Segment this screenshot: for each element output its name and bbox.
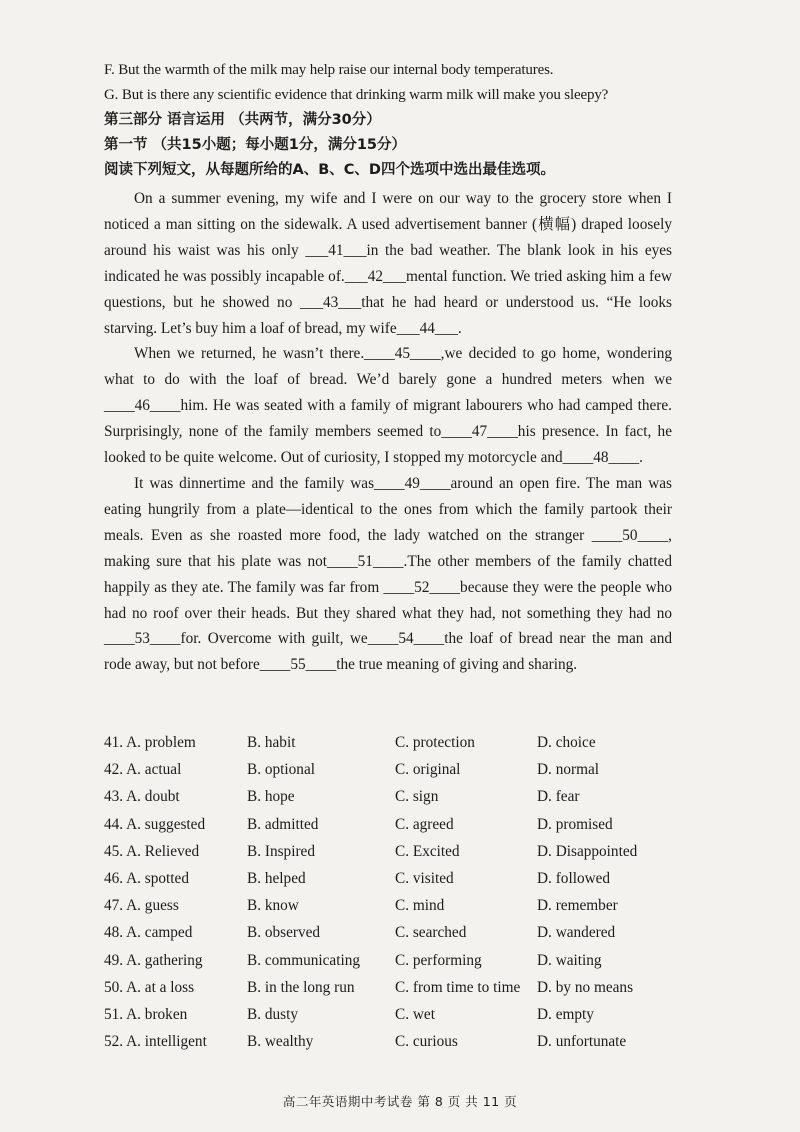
choice-a: 41. A. problem <box>104 734 196 751</box>
question-row <box>104 1033 684 1060</box>
question-row <box>104 788 684 815</box>
question-row <box>104 761 684 788</box>
choice-d: D. remember <box>537 897 618 915</box>
passage-paragraph-1: On a summer evening, my wife and I were on our way to the grocery store when I noticed a man sitting on the sidewalk. A used advertisement banner (横幅) draped loosely around his waist was his only ___41___in the bad weather. The blank look in his eyes indicated he was possibly incapable of.___42___mental function. We tried asking him a few questions, but he showed no ___43___that he had heard or understood us. “He looks starving. Let’s buy him a loaf of bread, my wife___44___. <box>104 190 672 337</box>
choice-b: B. hope <box>247 788 295 806</box>
option-f: F. But the warmth of the milk may help raise our internal body temperatures. <box>104 62 554 78</box>
choice-b: B. habit <box>247 734 296 751</box>
choice-a: 46. A. spotted <box>104 869 189 887</box>
choice-c: C. curious <box>395 1033 458 1051</box>
question-row <box>104 734 684 761</box>
choice-b: B. Inspired <box>247 842 315 860</box>
instruction: 阅读下列短文，从每题所给的A、B、C、D四个选项中选出最佳选项。 <box>104 162 555 178</box>
choice-a: 50. A. at a loss <box>104 978 195 996</box>
choice-b: B. in the long run <box>247 978 355 996</box>
choice-d: D. choice <box>537 734 596 751</box>
choice-c: C. performing <box>395 951 482 969</box>
choice-c: C. protection <box>395 734 475 751</box>
question-row <box>104 843 684 870</box>
choice-d: D. fear <box>537 788 580 806</box>
choice-a: 42. A. actual <box>104 761 182 779</box>
question-row <box>104 979 684 1006</box>
choice-a: 43. A. doubt <box>104 788 180 806</box>
question-row <box>104 1006 684 1033</box>
choice-d: D. unfortunate <box>537 1033 627 1051</box>
part-heading: 第三部分 语言运用 （共两节，满分30分） <box>104 112 381 128</box>
choice-b: B. dusty <box>247 1005 298 1023</box>
choice-d: D. followed <box>537 869 611 887</box>
choice-c: C. mind <box>395 897 445 915</box>
cloze-passage <box>104 186 672 678</box>
choice-c: C. Excited <box>395 842 460 860</box>
choice-b: B. wealthy <box>247 1033 314 1051</box>
choice-c: C. visited <box>395 869 454 887</box>
choice-d: D. normal <box>537 761 600 779</box>
choice-b: B. know <box>247 897 299 915</box>
question-row <box>104 897 684 924</box>
question-row <box>104 870 684 897</box>
passage-paragraph-3: It was dinnertime and the family was____49____around an open fire. The man was eating hungrily from a plate—identical to the ones from which the family partook their meals. Even as she roasted more food, the lady watched on the stranger ____50____, making sure that his plate was not____51____.The other members of the family chatted happily as they ate. The family was far from ____52____because they were the people who had no roof over their heads. But they shared what they had, not something they had no ____53____for. Overcome with guilt, we____54____the loaf of bread near the man and rode away, but not before____55____the true meaning of giving and sharing. <box>104 474 672 674</box>
choice-a: 45. A. Relieved <box>104 842 200 860</box>
question-row <box>104 816 684 843</box>
choice-b: B. optional <box>247 761 315 779</box>
choice-d: D. empty <box>537 1005 594 1023</box>
page-footer: 高二年英语期中考试卷 第 8 页 共 11 页 <box>282 1094 518 1109</box>
choice-c: C. sign <box>395 788 439 806</box>
header-block <box>104 58 684 183</box>
choice-b: B. communicating <box>247 951 361 969</box>
choice-a: 49. A. gathering <box>104 951 203 969</box>
choice-c: C. wet <box>395 1005 435 1023</box>
choice-d: D. promised <box>537 815 613 833</box>
choice-a: 51. A. broken <box>104 1005 188 1023</box>
section-heading: 第一节 （共15小题；每小题1分，满分15分） <box>104 137 406 153</box>
choice-b: B. admitted <box>247 815 319 833</box>
choice-d: D. waiting <box>537 951 602 969</box>
question-row <box>104 952 684 979</box>
choice-d: D. wandered <box>537 924 616 942</box>
choice-c: C. agreed <box>395 815 454 833</box>
option-g: G. But is there any scientific evidence that drinking warm milk will make you sleepy? <box>104 87 609 103</box>
choice-a: 52. A. intelligent <box>104 1033 207 1051</box>
answer-choices <box>104 734 684 1060</box>
choice-d: D. by no means <box>537 978 634 996</box>
choice-b: B. helped <box>247 869 306 887</box>
passage-paragraph-2: When we returned, he wasn’t there.____45____,we decided to go home, wondering what to do with the loaf of bread. We’d barely gone a hundred meters when we ____46____him. He was seated with a family of migrant labourers who had camped there. Surprisingly, none of the family members seemed to____47____his presence. In fact, he looked to be quite welcome. Out of curiosity, I stopped my motorcycle and____48____. <box>104 345 672 467</box>
choice-a: 47. A. guess <box>104 897 179 915</box>
choice-d: D. Disappointed <box>537 842 638 860</box>
question-row <box>104 924 684 951</box>
choice-c: C. original <box>395 761 461 779</box>
choice-a: 48. A. camped <box>104 924 193 942</box>
choice-a: 44. A. suggested <box>104 815 206 833</box>
choice-c: C. from time to time <box>395 978 521 996</box>
choice-b: B. observed <box>247 924 321 942</box>
choice-c: C. searched <box>395 924 467 942</box>
